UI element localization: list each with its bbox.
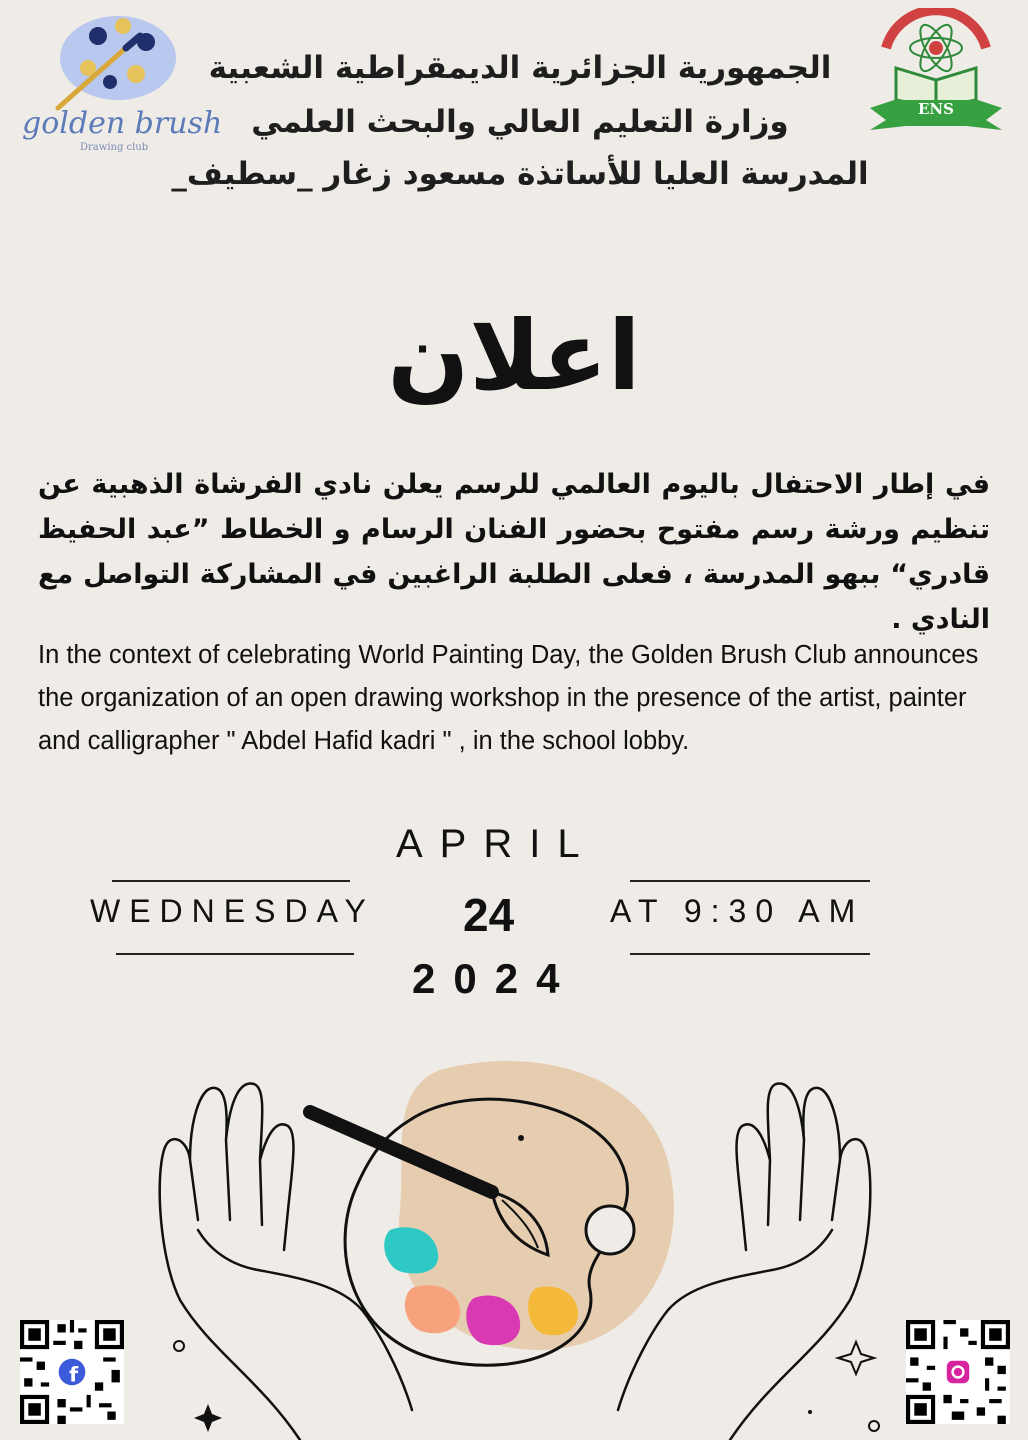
divider-right-bottom <box>630 953 870 955</box>
header-ministry: وزارة التعليم العالي والبحث العلمي <box>251 104 789 140</box>
facebook-qr-code[interactable] <box>20 1320 124 1424</box>
event-month: APRIL <box>396 822 597 866</box>
sparkle-circle <box>174 1341 184 1351</box>
arabic-announcement-text: في إطار الاحتفال باليوم العالمي للرسم يعلن نادي الفرشاة الذهبية عن تنظيم ورشة رسم مفتوح بحضور الفنان الرسام و الخطاط ”عبد الحفيظ قادري“ ببهو المدرسة ، فعلى الطلبة الراغبين في المشاركة التواصل مع النادي . <box>38 469 990 635</box>
event-day: 24 <box>463 889 515 941</box>
divider-left-top <box>112 880 350 882</box>
divider-right-top <box>630 880 870 882</box>
divider-left-bottom <box>116 953 354 955</box>
sparkle-star-small <box>194 1404 222 1432</box>
event-time: AT 9:30 AM <box>610 893 865 929</box>
announcement-title: اعلان <box>387 300 641 412</box>
svg-text:f: f <box>69 1362 79 1387</box>
hands-palette-illustration <box>150 1050 880 1440</box>
instagram-icon <box>947 1361 969 1383</box>
club-logo-name: golden brush <box>22 106 223 141</box>
header-republic: الجمهورية الجزائرية الديمقراطية الشعبية <box>208 50 832 86</box>
event-weekday: WEDNESDAY <box>90 893 375 929</box>
svg-text:ENS: ENS <box>918 100 954 118</box>
event-year: 2024 <box>412 955 578 1002</box>
instagram-qr-code[interactable] <box>906 1320 1010 1424</box>
palette-thumb-hole <box>586 1206 634 1254</box>
header-school: المدرسة العليا للأساتذة مسعود زغار _سطيف_ <box>171 156 869 192</box>
club-logo-subtitle: Drawing club <box>80 142 149 153</box>
sparkle-star <box>838 1342 874 1374</box>
english-announcement-text: In the context of celebrating World Painting Day, the Golden Brush Club announces the organization of an open drawing workshop in the presence of the artist, painter and calligrapher " Abdel Hafid kadri " , in the school lobby. <box>38 641 979 755</box>
